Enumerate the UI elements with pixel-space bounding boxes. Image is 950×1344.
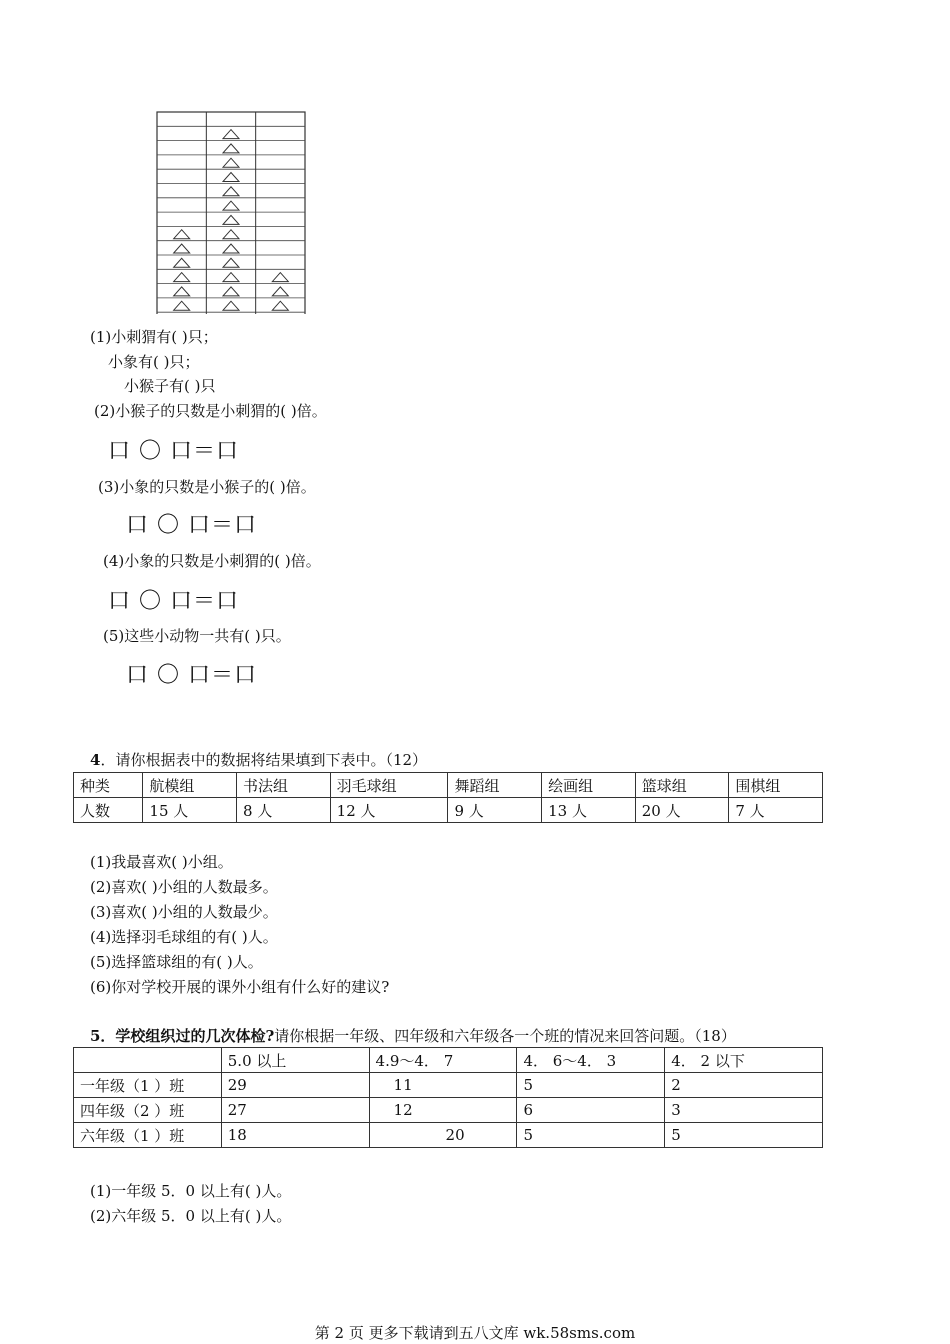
table-cell: 六年级（1 ）班 bbox=[74, 1123, 222, 1148]
table-row bbox=[74, 1123, 823, 1148]
table-cell: 4． 2 以下 bbox=[665, 1048, 823, 1073]
triangle-mark bbox=[223, 201, 239, 210]
table-cell: 人数 bbox=[74, 798, 143, 823]
triangle-mark bbox=[174, 301, 190, 310]
table-cell: 4.9～4． 7 bbox=[369, 1048, 517, 1073]
triangle-mark bbox=[272, 273, 288, 282]
table-cell: 5.0 以上 bbox=[221, 1048, 369, 1073]
table-cell: 5 bbox=[517, 1123, 665, 1148]
equation-blank-2: 口 〇 口＝口 bbox=[126, 513, 257, 538]
table-cell: 15 人 bbox=[143, 798, 237, 823]
page-footer: 第 2 页 更多下载请到五八文库 wk.58sms.com bbox=[314, 1324, 636, 1342]
table-cell: 书法组 bbox=[237, 773, 331, 798]
table-cell: 3 bbox=[665, 1098, 823, 1123]
question-3-1-elephant: 小象有( )只； bbox=[108, 353, 200, 371]
table-cell: 8 人 bbox=[237, 798, 331, 823]
table-cell: 四年级（2 ）班 bbox=[74, 1098, 222, 1123]
triangle-mark bbox=[174, 230, 190, 239]
table-row bbox=[74, 1048, 823, 1073]
table-cell: 5 bbox=[665, 1123, 823, 1148]
pictograph-chart bbox=[156, 110, 308, 314]
triangle-mark bbox=[272, 287, 288, 296]
triangle-mark bbox=[223, 130, 239, 139]
group-table bbox=[73, 772, 823, 823]
triangle-mark bbox=[174, 273, 190, 282]
table-cell: 种类 bbox=[74, 773, 143, 798]
triangle-mark bbox=[272, 301, 288, 310]
table-cell: 围棋组 bbox=[729, 773, 823, 798]
triangle-mark bbox=[223, 144, 239, 153]
vision-table bbox=[73, 1047, 823, 1148]
question-3-3: (3)小象的只数是小猴子的( )倍。 bbox=[98, 478, 316, 496]
table-cell: 29 bbox=[221, 1073, 369, 1098]
table-cell: 12 bbox=[369, 1098, 517, 1123]
triangle-mark bbox=[223, 244, 239, 253]
triangle-mark bbox=[223, 301, 239, 310]
table-cell: 20 bbox=[369, 1123, 517, 1148]
triangle-mark bbox=[223, 158, 239, 167]
question-3-2: (2)小猴子的只数是小刺猬的( )倍。 bbox=[94, 402, 327, 420]
table-cell: 舞蹈组 bbox=[448, 773, 542, 798]
question-4-6: (6)你对学校开展的课外小组有什么好的建议? bbox=[90, 978, 390, 996]
triangle-mark bbox=[223, 173, 239, 182]
table-cell: 羽毛球组 bbox=[330, 773, 448, 798]
triangle-mark bbox=[223, 187, 239, 196]
table-row bbox=[74, 1073, 823, 1098]
triangle-mark bbox=[223, 258, 239, 267]
equation-blank-1: 口 〇 口＝口 bbox=[108, 439, 239, 464]
table-cell: 7 人 bbox=[729, 798, 823, 823]
table-cell: 27 bbox=[221, 1098, 369, 1123]
question-3-5: (5)这些小动物一共有( )只。 bbox=[103, 627, 291, 645]
table-cell: 11 bbox=[369, 1073, 517, 1098]
question-4-4: (4)选择羽毛球组的有( )人。 bbox=[90, 928, 278, 946]
equation-blank-3: 口 〇 口＝口 bbox=[108, 589, 239, 614]
table-cell: 一年级（1 ）班 bbox=[74, 1073, 222, 1098]
triangle-mark bbox=[223, 215, 239, 224]
triangle-mark bbox=[223, 230, 239, 239]
question-4-2: (2)喜欢( )小组的人数最多。 bbox=[90, 878, 278, 896]
table-row bbox=[74, 1098, 823, 1123]
question-3-4: (4)小象的只数是小刺猬的( )倍。 bbox=[103, 552, 321, 570]
section-4-title: 4．请你根据表中的数据将结果填到下表中。（12） bbox=[90, 751, 428, 769]
question-5-1: (1)一年级 5．0 以上有( )人。 bbox=[90, 1182, 292, 1200]
table-cell: 13 人 bbox=[542, 798, 636, 823]
table-cell: 4． 6～4． 3 bbox=[517, 1048, 665, 1073]
table-cell: 5 bbox=[517, 1073, 665, 1098]
table-cell: 20 人 bbox=[635, 798, 729, 823]
table-cell: 12 人 bbox=[330, 798, 448, 823]
triangle-mark bbox=[223, 287, 239, 296]
question-4-3: (3)喜欢( )小组的人数最少。 bbox=[90, 903, 278, 921]
table-cell bbox=[74, 1048, 222, 1073]
question-4-5: (5)选择篮球组的有( )人。 bbox=[90, 953, 263, 971]
table-row bbox=[74, 773, 823, 798]
table-cell: 2 bbox=[665, 1073, 823, 1098]
table-cell: 绘画组 bbox=[542, 773, 636, 798]
triangle-mark bbox=[223, 273, 239, 282]
triangle-mark bbox=[174, 244, 190, 253]
table-cell: 18 bbox=[221, 1123, 369, 1148]
table-cell: 篮球组 bbox=[635, 773, 729, 798]
table-cell: 6 bbox=[517, 1098, 665, 1123]
section-5-title: 5．学校组织过的几次体检?请你根据一年级、四年级和六年级各一个班的情况来回答问题。（18） bbox=[90, 1027, 736, 1045]
question-3-1-monkey: 小猴子有( )只 bbox=[124, 377, 216, 395]
question-3-1-hedgehog: (1)小刺猬有( )只； bbox=[90, 328, 218, 346]
table-cell: 航模组 bbox=[143, 773, 237, 798]
equation-blank-4: 口 〇 口＝口 bbox=[126, 663, 257, 688]
question-4-1: (1)我最喜欢( )小组。 bbox=[90, 853, 233, 871]
triangle-mark bbox=[174, 258, 190, 267]
triangle-mark bbox=[174, 287, 190, 296]
table-cell: 9 人 bbox=[448, 798, 542, 823]
question-5-2: (2)六年级 5．0 以上有( )人。 bbox=[90, 1207, 292, 1225]
table-row bbox=[74, 798, 823, 823]
